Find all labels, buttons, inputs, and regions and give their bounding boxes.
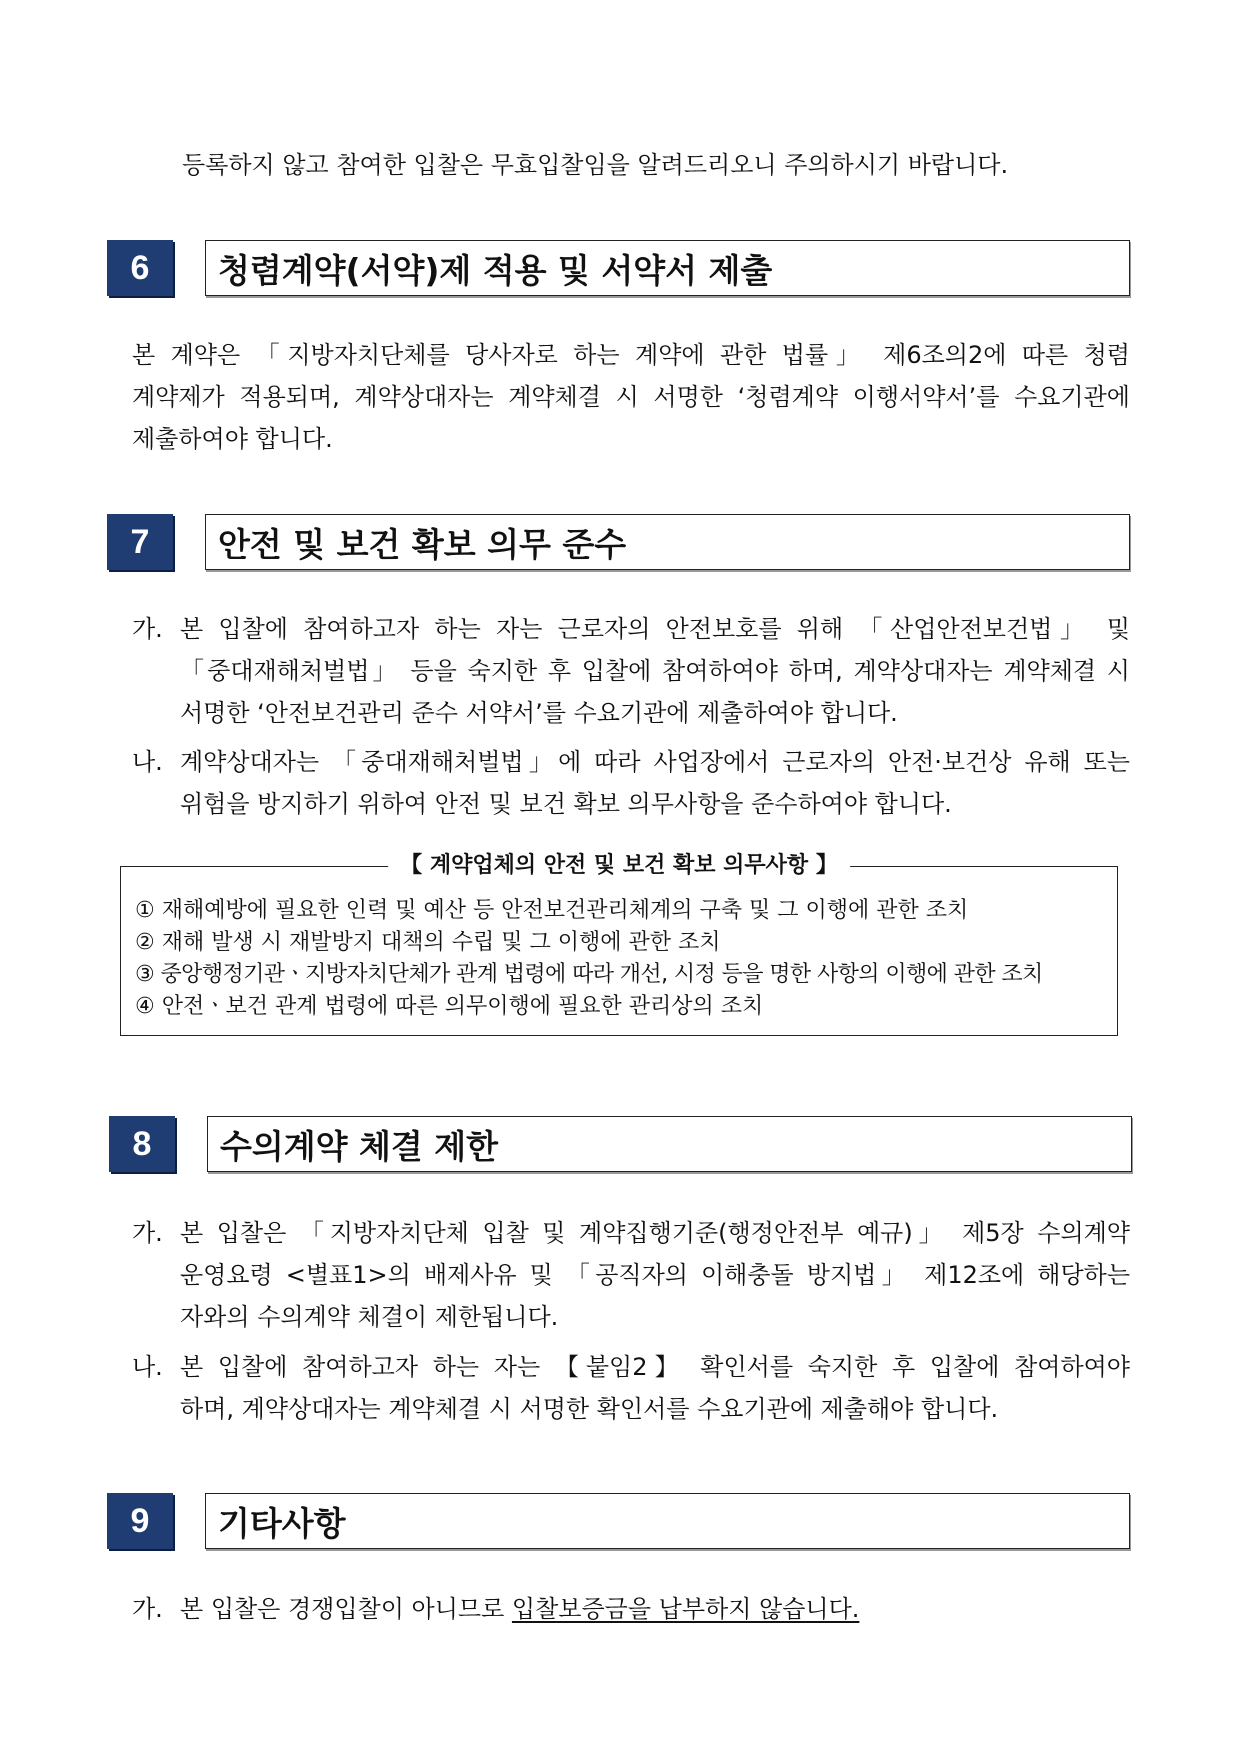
section-8-title: 수의계약 체결 제한 xyxy=(207,1116,1132,1172)
underlined-notice: 입찰보증금을 납부하지 않습니다. xyxy=(511,1595,860,1623)
list-item-line: 운영요령 <별표1>의 배제사유 및 「공직자의 이해충돌 방지법」 제12조에 해당하는 xyxy=(180,1261,1130,1289)
list-item-text: 본 입찰은 경쟁입찰이 아니므로 xyxy=(180,1595,512,1623)
box-line: ④ 안전ㆍ보건 관계 법령에 따른 의무이행에 필요한 관리상의 조치 xyxy=(135,994,764,1019)
box-title: 【 계약업체의 안전 및 보건 확보 의무사항 】 xyxy=(388,850,850,882)
list-item-line: 「중대재해처벌법」 등을 숙지한 후 입찰에 참여하여야 하며, 계약상대자는 계약체결 시 xyxy=(180,657,1130,685)
list-item-line: 본 입찰은 「지방자치단체 입찰 및 계약집행기준(행정안전부 예규)」 제5장 수의계약 xyxy=(180,1219,1130,1247)
list-item xyxy=(132,1588,1130,1630)
list-item xyxy=(132,608,1130,734)
list-item xyxy=(132,1212,1130,1338)
list-marker: 나. xyxy=(132,1353,163,1381)
paragraph-line: 계약제가 적용되며, 계약상대자는 계약체결 시 서명한 ‘청렴계약 이행서약서’를 수요기관에 xyxy=(132,383,1130,411)
list-marker: 가. xyxy=(132,1219,163,1247)
list-marker: 가. xyxy=(132,615,163,643)
paragraph-line: 제출하여야 합니다. xyxy=(132,425,333,453)
intro-line: 등록하지 않고 참여한 입찰은 무효입찰임을 알려드리오니 주의하시기 바랍니다. xyxy=(182,151,1009,179)
list-item-line: 계약상대자는 「중대재해처벌법」에 따라 사업장에서 근로자의 안전·보건상 유해 또는 xyxy=(180,748,1130,776)
list-item-line: 본 입찰에 참여하고자 하는 자는 【붙임2】 확인서를 숙지한 후 입찰에 참여하여야 xyxy=(180,1353,1130,1381)
section-6-number: 6 xyxy=(107,240,173,296)
section-7-number: 7 xyxy=(107,514,173,570)
list-marker: 나. xyxy=(132,748,163,776)
paragraph-line: 본 계약은 「지방자치단체를 당사자로 하는 계약에 관한 법률」 제6조의2에 따른 청렴 xyxy=(132,341,1130,369)
list-item xyxy=(132,1346,1130,1430)
section-7-title: 안전 및 보건 확보 의무 준수 xyxy=(205,514,1130,570)
list-item-line: 위험을 방지하기 위하여 안전 및 보건 확보 의무사항을 준수하여야 합니다. xyxy=(180,790,952,818)
section-9-number: 9 xyxy=(107,1493,173,1549)
list-item-line: 자와의 수의계약 체결이 제한됩니다. xyxy=(180,1303,559,1331)
box-line: ③ 중앙행정기관ㆍ지방자치단체가 관계 법령에 따라 개선, 시정 등을 명한 사항의 이행에 관한 조치 xyxy=(135,962,1043,987)
section-8-number: 8 xyxy=(109,1116,175,1172)
list-item-line: 서명한 ‘안전보건관리 준수 서약서’를 수요기관에 제출하여야 합니다. xyxy=(180,699,898,727)
list-marker: 가. xyxy=(132,1595,163,1623)
safety-obligations-box xyxy=(120,853,1118,1036)
box-line: ① 재해예방에 필요한 인력 및 예산 등 안전보건관리체계의 구축 및 그 이행에 관한 조치 xyxy=(135,898,969,923)
list-item-line: 하며, 계약상대자는 계약체결 시 서명한 확인서를 수요기관에 제출해야 합니다. xyxy=(180,1395,999,1423)
list-item-line: 본 입찰에 참여하고자 하는 자는 근로자의 안전보호를 위해 「산업안전보건법」 및 xyxy=(180,615,1130,643)
section-6-title: 청렴계약(서약)제 적용 및 서약서 제출 xyxy=(205,240,1130,296)
section-9-title: 기타사항 xyxy=(205,1493,1130,1549)
list-item xyxy=(132,741,1130,825)
box-line: ② 재해 발생 시 재발방지 대책의 수립 및 그 이행에 관한 조치 xyxy=(135,930,721,955)
